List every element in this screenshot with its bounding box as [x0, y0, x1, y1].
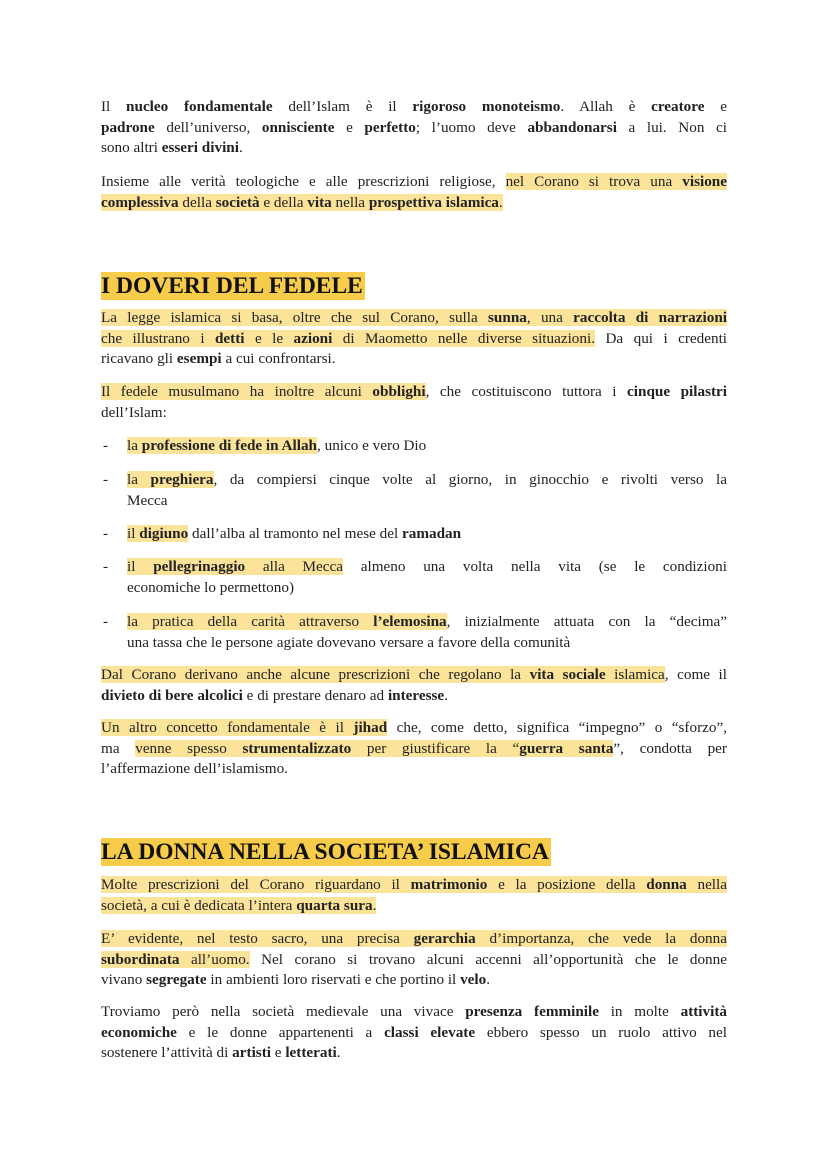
text-run: islamica [605, 666, 665, 683]
bold-term: velo [460, 971, 487, 988]
text-run: , unico e vero Dio [317, 437, 427, 454]
bold-term: matrimonio [410, 876, 488, 893]
text-line [127, 633, 727, 654]
bold-term: l’elemosina [373, 613, 447, 630]
text-run: , da compiersi cinque volte al giorno, in ginocchio e rivolti verso la [213, 471, 727, 488]
bold-term: raccolta di narrazioni [573, 309, 727, 326]
text-run: almeno una volta nella vita (se le condizioni [343, 558, 727, 575]
text-run: ma [101, 739, 136, 757]
text-run: e le [244, 329, 294, 347]
text-run: a lui. Non ci [616, 118, 728, 136]
bold-term: professione di fede in Allah [141, 437, 318, 454]
text-run: dell’Islam è il [272, 98, 413, 115]
text-line [101, 896, 727, 917]
obblighi-paragraph [101, 382, 727, 423]
text-line [127, 470, 727, 491]
text-line [101, 875, 727, 896]
text-run: , che costituiscono tuttora i [425, 383, 628, 400]
text-run: e le donne appartenenti a [176, 1023, 385, 1041]
text-line [101, 329, 727, 350]
text-run: vivano [101, 971, 147, 988]
text-run: dell’Islam: [101, 403, 167, 421]
text-run: Dal Corano derivano anche alcune prescrizioni che regolano la [101, 666, 530, 683]
bold-term: nucleo fondamentale [126, 98, 273, 115]
text-run: Il [101, 98, 127, 115]
text-line [101, 382, 727, 403]
text-run: economiche lo permettono) [127, 578, 295, 596]
text-line [101, 718, 727, 739]
text-line [101, 172, 727, 193]
bold-term: digiuno [139, 525, 189, 542]
text-run: La legge islamica si basa, oltre che sul Corano, sulla [101, 309, 489, 326]
text-run: il [127, 558, 154, 575]
text-line [101, 138, 727, 159]
text-run: per giustificare la “ [351, 739, 520, 757]
bold-term: abbandonarsi [527, 118, 617, 136]
text-line [127, 557, 727, 578]
text-line [127, 491, 727, 512]
text-run: della [178, 193, 216, 211]
text-run: di Maometto nelle diverse situazioni. [332, 329, 596, 347]
text-run: a cui confrontarsi. [221, 350, 336, 367]
text-line [101, 1002, 727, 1023]
text-run: e di prestare denaro ad [242, 686, 388, 704]
text-run: all’uomo. [179, 950, 250, 968]
bold-term: strumentalizzato [242, 739, 352, 757]
bold-term: donna [646, 876, 687, 893]
bold-term: azioni [293, 329, 333, 347]
text-run: in ambienti loro riservati e che portino il [206, 971, 461, 988]
text-line [101, 308, 727, 329]
bold-term: cinque pilastri [627, 383, 728, 400]
text-line [101, 403, 727, 424]
text-run: e della [259, 193, 308, 211]
bold-term: gerarchia [413, 930, 476, 947]
text-run: Un altro concetto fondamentale è il [101, 719, 354, 736]
text-run: nella [686, 876, 727, 893]
pillar-list-item [103, 436, 727, 457]
text-line [101, 665, 727, 686]
bold-term: letterati [285, 1044, 337, 1061]
pillar-list-item [103, 524, 727, 545]
text-run: Il fedele musulmano ha inoltre alcuni [101, 383, 373, 400]
bold-term: segregate [146, 971, 207, 988]
text-run: ” [613, 739, 621, 757]
text-run: alla Mecca [245, 558, 344, 575]
text-run: la [127, 437, 142, 454]
bold-term: preghiera [150, 471, 214, 488]
bold-term: vita sociale [529, 666, 606, 683]
text-line [101, 739, 727, 760]
pillar-list-item [103, 470, 727, 511]
bold-term: prospettiva islamica [368, 193, 499, 211]
text-run: dell’universo, [154, 118, 262, 136]
list-dash-marker: - [103, 613, 109, 630]
text-line [127, 524, 727, 545]
text-run: che illustrano i [101, 329, 215, 347]
list-dash-marker: - [103, 437, 109, 454]
donna-matrimonio-paragraph [101, 875, 727, 916]
text-run: la [127, 471, 151, 488]
text-run: e [704, 98, 727, 115]
corano-vision-paragraph [101, 172, 727, 213]
text-run: venne spesso [135, 739, 243, 757]
text-line [101, 118, 727, 139]
bold-term: perfetto [364, 118, 416, 136]
bold-term: visione [682, 173, 727, 190]
text-run: . [372, 896, 377, 914]
bold-term: presenza femminile [465, 1003, 599, 1020]
bold-term: divieto di bere alcolici [101, 686, 243, 704]
sunna-paragraph [101, 308, 727, 370]
pillar-list-item [103, 557, 727, 598]
text-run: che [387, 719, 418, 736]
text-line [101, 929, 727, 950]
text-line [101, 759, 727, 780]
bold-term: artisti [232, 1044, 271, 1061]
text-run: e [270, 1044, 286, 1061]
bold-term: onnisciente [261, 118, 335, 136]
text-run: , come il [664, 666, 727, 683]
bold-term: esseri divini [161, 139, 239, 156]
vita-sociale-paragraph [101, 665, 727, 706]
bold-term: pellegrinaggio [153, 558, 246, 575]
text-run: d’importanza, che vede la donna [475, 930, 727, 947]
bold-term: quarta sura [296, 896, 373, 914]
text-line [101, 97, 727, 118]
bold-term: vita [307, 193, 332, 211]
text-run: , una [526, 309, 574, 326]
text-run: , come detto, significa “impegno” o “sforzo”, [417, 719, 728, 736]
bold-term: rigoroso monoteismo [412, 98, 561, 115]
bold-term: ramadan [402, 525, 462, 542]
text-run: . [238, 139, 243, 156]
text-run: Nel corano si trovano alcuni accenni all’opportunità che le donne [249, 950, 727, 968]
list-dash-marker: - [103, 471, 109, 488]
text-run: nel Corano si trova una [505, 173, 683, 190]
text-run: Da qui i credenti [595, 329, 728, 347]
list-dash-marker: - [103, 558, 109, 575]
text-run: , condotta per [620, 739, 727, 757]
pillar-list-item [103, 612, 728, 653]
text-run: Troviamo però nella società medievale una vivace [101, 1003, 466, 1020]
bold-term: jihad [353, 719, 388, 736]
text-line [101, 193, 727, 214]
text-run: nella [331, 193, 369, 211]
text-run: . [498, 193, 503, 211]
bold-term: attività [680, 1003, 727, 1020]
text-run: . [444, 686, 448, 704]
text-run: . [336, 1044, 341, 1061]
text-run: , inizialmente attuata con la “decima” [446, 613, 728, 630]
bold-term: esempi [176, 350, 222, 367]
text-run: dall’alba al tramonto nel mese del [188, 525, 403, 542]
bold-term: complessiva [101, 193, 179, 211]
text-run: la pratica della carità attraverso [127, 613, 374, 630]
text-run: sostenere l’attività di [101, 1044, 233, 1061]
text-line [101, 970, 727, 991]
section-heading-donna: LA DONNA NELLA SOCIETA’ ISLAMICA [101, 839, 549, 865]
text-run: . [486, 971, 491, 988]
list-dash-marker: - [103, 525, 109, 542]
text-line [101, 1023, 727, 1044]
text-run: Insieme alle verità teologiche e alle prescrizioni religiose, [101, 173, 506, 190]
bold-term: guerra santa [519, 739, 614, 757]
text-line [101, 686, 727, 707]
bold-term: economiche [101, 1023, 177, 1041]
text-run: E’ evidente, nel testo sacro, una precisa [101, 930, 414, 947]
intro-paragraph [101, 97, 727, 159]
bold-term: interesse [387, 686, 445, 704]
text-run: sono altri [101, 139, 162, 156]
text-run: una tassa che le persone agiate dovevano versare a favore della comunità [127, 633, 571, 651]
text-run: società, a cui è dedicata l’intera [101, 896, 297, 914]
text-run: ; l’uomo deve [415, 118, 528, 136]
text-line [127, 436, 727, 457]
text-run: Mecca [127, 491, 168, 509]
bold-term: creatore [651, 98, 705, 115]
text-line [101, 1043, 727, 1064]
text-run: . Allah è [560, 98, 652, 115]
text-run: Molte prescrizioni del Corano riguardano il [101, 876, 411, 893]
text-line [127, 578, 727, 599]
section-heading-doveri: I DOVERI DEL FEDELE [101, 273, 363, 299]
text-run: e la posizione della [487, 876, 647, 893]
bold-term: detti [214, 329, 245, 347]
bold-term: padrone [101, 118, 155, 136]
bold-term: classi elevate [384, 1023, 476, 1041]
text-run: il [127, 525, 140, 542]
text-run: l’affermazione dell’islamismo. [101, 760, 288, 777]
donna-gerarchia-paragraph [101, 929, 727, 991]
text-line [101, 349, 727, 370]
bold-term: società [215, 193, 260, 211]
text-run: ebbero spesso un ruolo attivo nel [475, 1023, 727, 1041]
text-run: e [334, 118, 365, 136]
bold-term: obblighi [372, 383, 426, 400]
jihad-paragraph [101, 718, 727, 780]
text-run: ricavano gli [101, 350, 177, 367]
bold-term: subordinata [101, 950, 180, 968]
text-run: in molte [598, 1003, 681, 1020]
donna-medievale-paragraph [101, 1002, 727, 1064]
bold-term: sunna [488, 309, 527, 326]
text-line [127, 612, 727, 633]
text-line [101, 950, 727, 971]
